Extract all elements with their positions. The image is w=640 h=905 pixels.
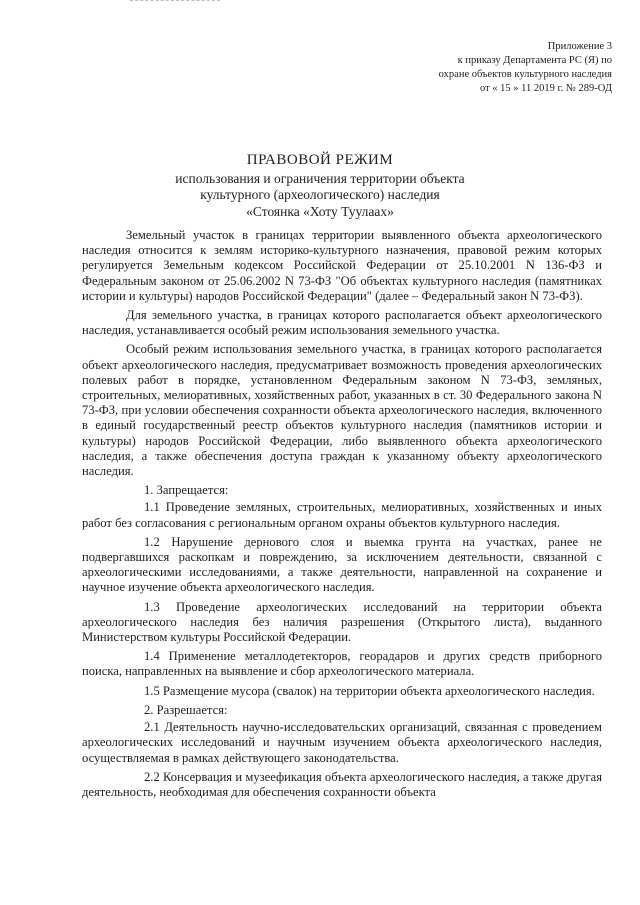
section-prohibited: 1. Запрещается: xyxy=(144,483,229,498)
item-2-2: 2.2 Консервация и музеефикация объекта археологического наследия, а также другая деятельность, необходимая для обеспечения сохранности объекта xyxy=(82,769,602,799)
order-date-number: от « 15 » 11 2019 г. № 289-ОД xyxy=(479,83,612,94)
title-line-4: «Стоянка «Хоту Туулаах» xyxy=(246,203,394,219)
document-title xyxy=(150,152,490,220)
scan-artifact xyxy=(130,0,220,5)
item-1-3: 1.3 Проведение археологических исследований на территории объекта археологического наследия без наличия разрешения (Открытого листа), выданного Министерством культуры Российской Федерации. xyxy=(82,599,602,645)
document-body xyxy=(82,228,602,804)
title-main: ПРАВОВОЙ РЕЖИМ xyxy=(246,152,394,168)
paragraph-regime-details: Особый режим использования земельного участка, в границах которого располагается объект археологического наследия, предусматривает возможность проведения археологических полевых работ в порядке, установленном Федеральным законом N 73-ФЗ, земляных, строительных, мелиоративных, хозяйственных работ, указанных в ст. 30 Федерального закона N 73-ФЗ, при условии обеспечения сохранности объекта археологического наследия, включенного в единый государственный реестр объектов культурного наследия (памятников истории и культуры) народов Российской Федерации, либо выявленного объекта археологического наследия, а также обеспечения доступа граждан к указанному объекту археологического наследия. xyxy=(82,342,602,479)
section-permitted: 2. Разрешается: xyxy=(144,702,228,717)
title-line-2: использования и ограничения территории объекта xyxy=(175,170,465,186)
title-line-3: культурного (археологического) наследия xyxy=(200,187,440,202)
item-1-1: 1.1 Проведение земляных, строительных, мелиоративных, хозяйственных и иных работ без согласования с региональным органом охраны объектов культурного наследия. xyxy=(82,500,602,530)
paragraph-special-regime: Для земельного участка, в границах которого располагается объект археологического наследия, устанавливается особый режим использования земельного участка. xyxy=(82,308,602,338)
paragraph-land-plot: Земельный участок в границах территории выявленного объекта археологического наследия относится к землям историко-культурного назначения, правовой режим которых регулируется Земельным кодексом Российской Федерации от 25.10.2001 N 136-ФЗ и Федеральным законом от 25.06.2002 N 73-ФЗ "Об объектах культурного наследия (памятниках истории и культуры) народов Российской Федерации" (далее – Федеральный закон N 73-ФЗ). xyxy=(82,228,602,303)
department-name: охране объектов культурного наследия xyxy=(438,69,612,80)
item-1-4: 1.4 Применение металлодетекторов, георадаров и других средств приборного поиска, направленных на выявление и сбор археологического материала. xyxy=(82,649,602,679)
appendix-header xyxy=(372,40,612,96)
item-1-2: 1.2 Нарушение дернового слоя и выемка грунта на участках, ранее не подвергавшихся раскопкам и повреждению, за исключением деятельности, связанной с археологическими исследованиями, а также деятельности, направленной на сохранение и научное изучение объекта археологического наследия. xyxy=(82,534,602,595)
item-2-1: 2.1 Деятельность научно-исследовательских организаций, связанная с проведением археологических исследований и научным изучением объекта археологического наследия, осуществляемая в рамках действующего законодательства. xyxy=(82,720,602,765)
order-reference: к приказу Департамента РС (Я) по xyxy=(457,55,612,66)
appendix-number: Приложение 3 xyxy=(547,41,612,52)
item-1-5: 1.5 Размещение мусора (свалок) на территории объекта археологического наследия. xyxy=(144,683,595,698)
